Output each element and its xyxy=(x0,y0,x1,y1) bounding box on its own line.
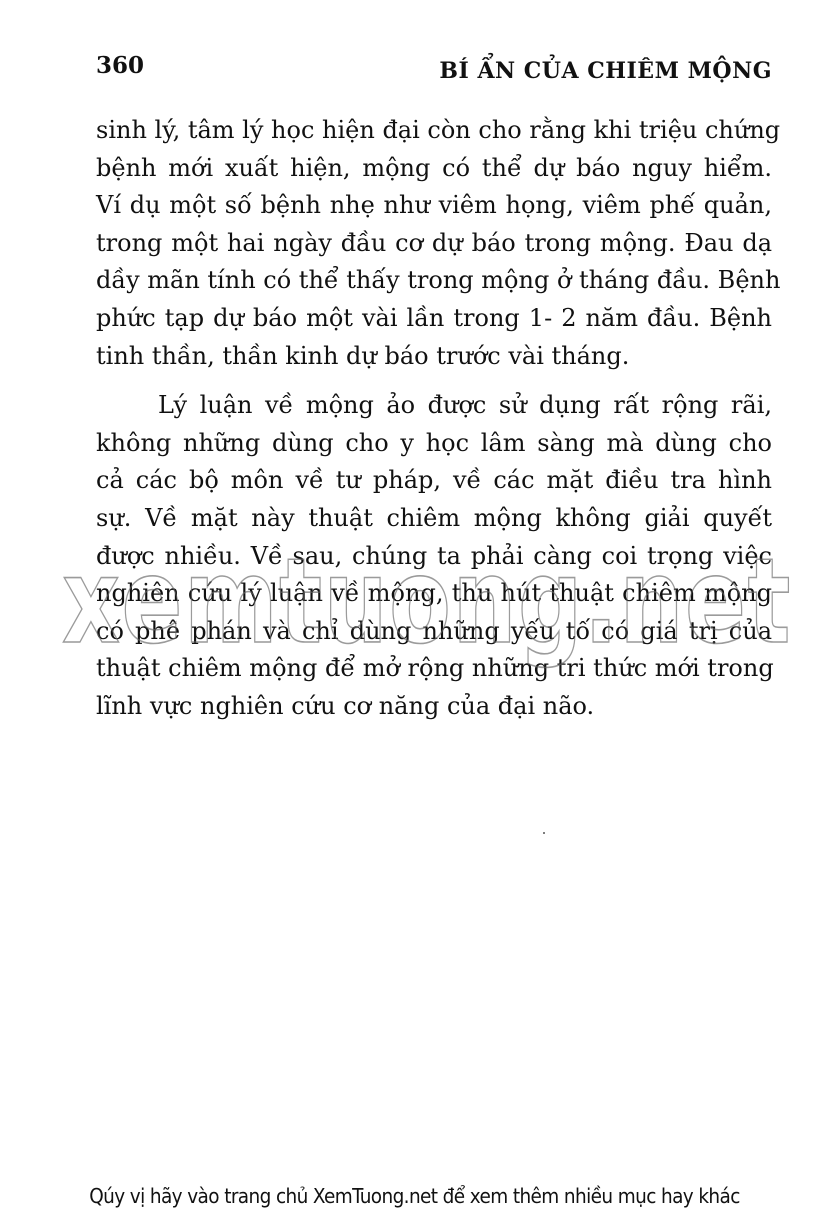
text-line: lĩnh vực nghiên cứu cơ năng của đại não. xyxy=(96,691,595,720)
footer-note: Qúy vị hãy vào trang chủ XemTuong.net để xem thêm nhiều mục hay khác xyxy=(89,1184,740,1208)
text-line: nghiên cứu lý luận về mộng, thu hút thuật chiêm mộng xyxy=(96,579,772,608)
page-header xyxy=(96,46,772,86)
text-line: tinh thần, thần kinh dự báo trước vài tháng. xyxy=(96,341,630,370)
text-line: không những dùng cho y học lâm sàng mà dùng cho xyxy=(96,428,772,457)
paragraph-1 xyxy=(96,112,781,375)
text-line: Lý luận về mộng ảo được sử dụng rất rộng rãi, xyxy=(158,391,772,420)
text-line: cả các bộ môn về tư pháp, về các mặt điều tra hình xyxy=(96,466,772,495)
text-line: bệnh mới xuất hiện, mộng có thể dự báo nguy hiểm. xyxy=(96,153,772,182)
text-line: sự. Về mặt này thuật chiêm mộng không giải quyết xyxy=(96,503,772,532)
paragraph-2 xyxy=(96,387,772,725)
running-title: BÍ ẨN CỦA CHIÊM MỘNG xyxy=(439,58,772,84)
text-line: có phê phán và chỉ dùng những yếu tố có giá trị của xyxy=(96,616,772,645)
text-line: thuật chiêm mộng để mở rộng những tri thức mới trong xyxy=(96,654,774,683)
text-line: trong một hai ngày đầu cơ dự báo trong mộng. Đau dạ xyxy=(96,228,772,257)
text-line: sinh lý, tâm lý học hiện đại còn cho rằng khi triệu chứng xyxy=(96,116,781,144)
body-text xyxy=(96,112,781,726)
page-number: 360 xyxy=(96,52,145,79)
text-line: được nhiều. Về sau, chúng ta phải càng coi trọng việc xyxy=(96,541,772,570)
text-line: dầy mãn tính có thể thấy trong mộng ở tháng đầu. Bệnh xyxy=(96,266,781,295)
speck xyxy=(543,832,545,834)
text-line: phức tạp dự báo một vài lần trong 1- 2 năm đầu. Bệnh xyxy=(96,303,772,332)
text-line: Ví dụ một số bệnh nhẹ như viêm họng, viêm phế quản, xyxy=(96,191,772,220)
watermark-text: xemtuong.net xyxy=(62,532,792,670)
